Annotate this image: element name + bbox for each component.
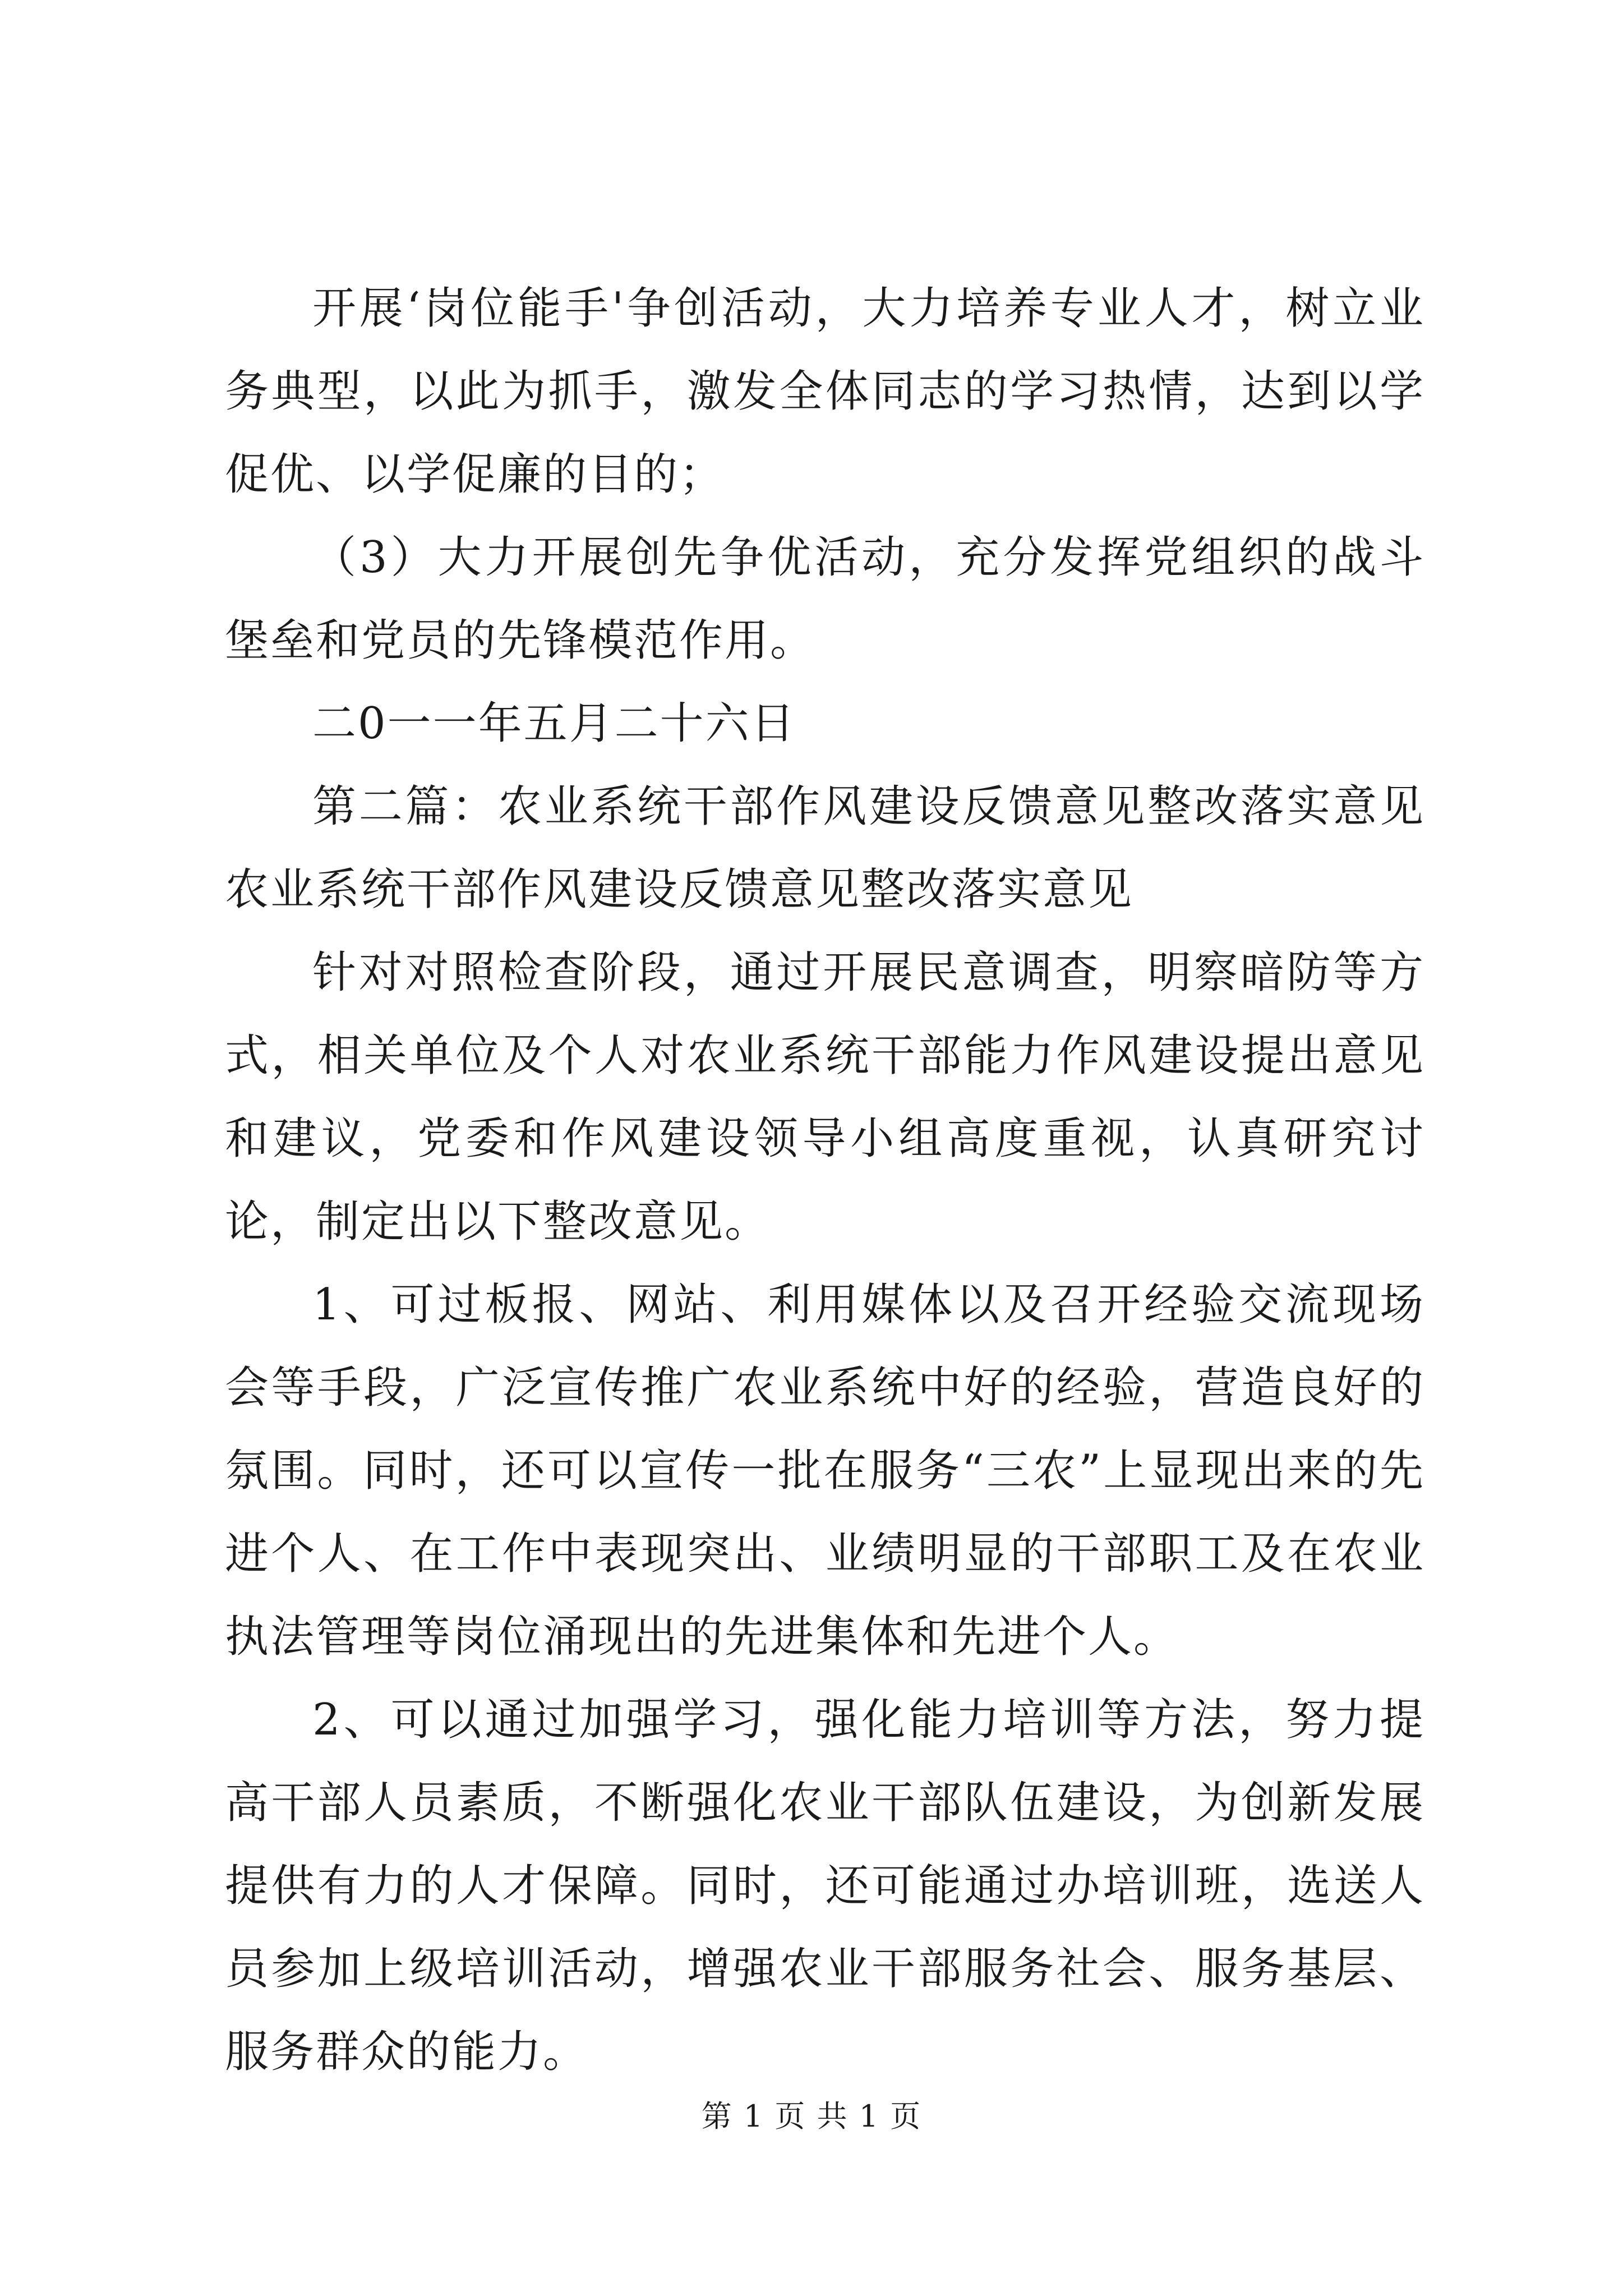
paragraph: 1、可过板报、网站、利用媒体以及召开经验交流现场会等手段，广泛宣传推广农业系统中好的经验，营造良好的氛围。同时，还可以宣传一批在服务“三农”上显现出来的先进个人、在工作中表现突出、业绩明显的干部职工及在农业执法管理等岗位涌现出的先进集体和先进个人。	[225, 1280, 1425, 1662]
document-body	[225, 267, 1425, 2093]
paragraph: 2、可以通过加强学习，强化能力培训等方法，努力提高干部人员素质，不断强化农业干部队伍建设，为创新发展提供有力的人才保障。同时，还可能通过办培训班，选送人员参加上级培训活动，增强农业干部服务社会、服务基层、服务群众的能力。	[225, 1695, 1425, 2077]
date-line: 二0一一年五月二十六日	[312, 698, 796, 749]
paragraph: 针对对照检查阶段，通过开展民意调查，明察暗防等方式，相关单位及个人对农业系统干部能力作风建设提出意见和建议，党委和作风建设领导小组高度重视，认真研究讨论，制定出以下整改意见。	[225, 947, 1425, 1247]
paragraph: 开展‘岗位能手'争创活动，大力培养专业人才，树立业务典型，以此为抓手，激发全体同志的学习热情，达到以学促优、以学促廉的目的；	[225, 283, 1425, 500]
paragraph: （3）大力开展创先争优活动，充分发挥党组织的战斗堡垒和党员的先锋模范作用。	[225, 532, 1425, 666]
page-number-footer: 第 1 页 共 1 页	[701, 2099, 922, 2134]
section-heading: 第二篇：农业系统干部作风建设反馈意见整改落实意见农业系统干部作风建设反馈意见整改落实意见	[225, 781, 1425, 915]
